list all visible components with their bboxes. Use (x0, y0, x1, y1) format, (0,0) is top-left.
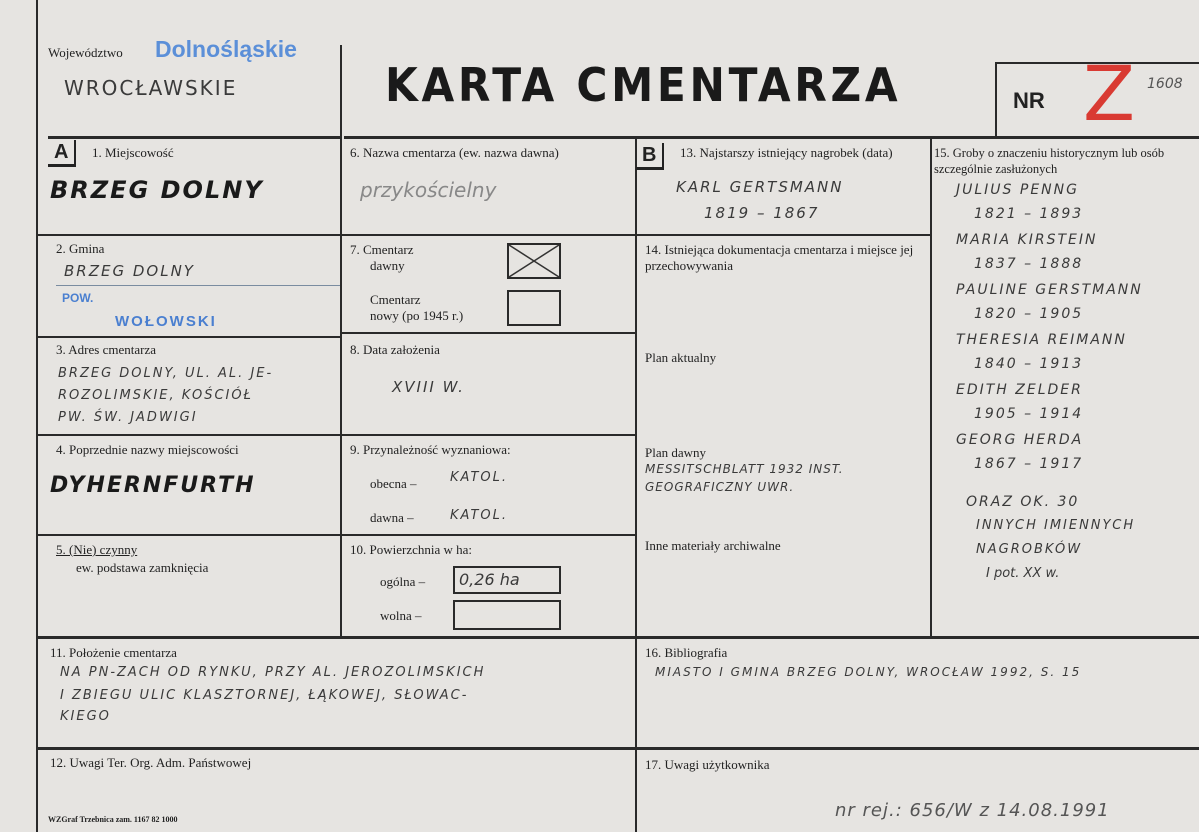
total-area-field[interactable] (453, 566, 561, 594)
field-label: 9. Przynależność wyznaniowa: (350, 442, 511, 457)
voivodeship-old: WROCŁAWSKIE (64, 76, 238, 100)
grave-name: EDITH ZELDER (956, 382, 1083, 398)
grave-name: THERESIA REIMANN (956, 332, 1127, 348)
voivodeship-label: Województwo (48, 45, 123, 60)
grave-dates: 1840 – 1913 (974, 356, 1084, 372)
field-label: 2. Gmina (56, 241, 105, 256)
graves-note: INNYCH IMIENNYCH (976, 518, 1136, 533)
field-label: 8. Data założenia (350, 342, 440, 357)
nr-box (995, 49, 1199, 138)
divider (930, 137, 932, 637)
old-plan-value: MESSITSCHBLATT 1932 INST. (645, 462, 844, 476)
field-label: 4. Poprzednie nazwy miejscowości (56, 442, 239, 457)
field-label: dawna – (370, 510, 414, 525)
left-border (36, 0, 38, 832)
check-x-icon (509, 245, 559, 277)
divider (36, 636, 1199, 639)
field-label: 12. Uwagi Ter. Org. Adm. Państwowej (50, 755, 252, 770)
address-line: PW. ŚW. JADWIGI (58, 410, 198, 425)
address-line: BRZEG DOLNY, UL. AL. JE- (58, 366, 274, 381)
grave-name: GEORG HERDA (956, 432, 1084, 448)
voivodeship-stamp: Dolnośląskie (155, 36, 297, 62)
former-denomination: KATOL. (450, 508, 509, 523)
field-label: 17. Uwagi użytkownika (645, 757, 770, 772)
nr-letter: Z (1083, 49, 1136, 138)
printer-imprint: WZGraf Trzebnica zam. 1167 82 1000 (48, 815, 178, 824)
field-label: ew. podstawa zamknięcia (76, 560, 209, 575)
grave-dates: 1837 – 1888 (974, 256, 1084, 272)
old-cemetery-checkbox[interactable] (507, 243, 561, 279)
graves-note: I pot. XX w. (986, 566, 1060, 581)
field-label: Inne materiały archiwalne (645, 538, 781, 553)
oldest-grave-name: KARL GERTSMANN (676, 178, 844, 196)
field-label: 15. Groby o znaczeniu historycznym lub osób szczególnie zasłużonych (934, 146, 1165, 176)
field-label: 16. Bibliografia (645, 645, 728, 660)
free-area-field[interactable] (453, 600, 561, 630)
oldest-grave-dates: 1819 – 1867 (704, 204, 820, 222)
commune-value: BRZEG DOLNY (64, 262, 195, 280)
location-line: KIEGO (60, 709, 111, 724)
field-label: wolna – (380, 608, 422, 623)
field-label: 10. Powierzchnia w ha: (350, 542, 473, 557)
field-label: 6. Nazwa cmentarza (ew. nazwa dawna) (350, 145, 559, 160)
registry-note: nr rej.: 656/W z 14.08.1991 (835, 800, 1110, 821)
grave-name: PAULINE GERSTMANN (956, 282, 1143, 298)
graves-note: ORAZ OK. 30 (966, 494, 1080, 510)
field-label: 5. (Nie) czynny (56, 542, 138, 557)
grave-dates: 1905 – 1914 (974, 406, 1084, 422)
current-denomination: KATOL. (450, 470, 509, 485)
location-line: I ZBIEGU ULIC KLASZTORNEJ, ŁĄKOWEJ, SŁOWAC- (60, 688, 469, 703)
county-value: WOŁOWSKI (115, 313, 217, 330)
locality-value: BRZEG DOLNY (50, 176, 264, 204)
address-line: ROZOLIMSKIE, KOŚCIÓŁ (58, 388, 253, 403)
field-label: Cmentarz (370, 292, 421, 307)
section-b: B (636, 143, 664, 170)
page-title: KARTA CMENTARZA (385, 58, 902, 112)
grave-name: JULIUS PENNG (956, 182, 1079, 198)
divider (635, 137, 637, 832)
field-label: 1. Miejscowość (92, 145, 174, 160)
cemetery-name-value: przykościelny (360, 178, 497, 202)
field-label: 3. Adres cmentarza (56, 342, 156, 357)
field-label: dawny (370, 258, 405, 273)
location-line: NA PN-ZACH OD RYNKU, PRZY AL. JEROZOLIMSKICH (60, 665, 486, 680)
nr-label: NR (1013, 88, 1045, 113)
founding-date-value: XVIII W. (392, 378, 465, 396)
total-area-value: 0,26 ha (459, 570, 520, 589)
divider (48, 136, 340, 139)
field-label: ogólna – (380, 574, 426, 589)
field-label: nowy (po 1945 r.) (370, 308, 464, 323)
old-plan-value: GEOGRAFICZNY UWR. (645, 480, 795, 494)
grave-dates: 1821 – 1893 (974, 206, 1084, 222)
divider (340, 45, 342, 637)
field-label: Plan dawny (645, 445, 707, 460)
bibliography-value: MIASTO I GMINA BRZEG DOLNY, WROCŁAW 1992, S. 15 (655, 665, 1082, 679)
county-label: POW. (62, 291, 94, 305)
grave-dates: 1820 – 1905 (974, 306, 1084, 322)
field-label: 13. Najstarszy istniejący nagrobek (data) (680, 145, 893, 160)
field-label: 14. Istniejąca dokumentacja cmentarza i miejsce jej przechowywania (645, 242, 914, 273)
field-label: 11. Położenie cmentarza (50, 645, 177, 660)
grave-name: MARIA KIRSTEIN (956, 232, 1098, 248)
field-label: Plan aktualny (645, 350, 717, 365)
former-names-value: DYHERNFURTH (50, 473, 256, 498)
divider (36, 747, 1199, 750)
field-label: 7. Cmentarz (350, 242, 414, 257)
graves-note: NAGROBKÓW (976, 542, 1083, 557)
new-cemetery-checkbox[interactable] (507, 290, 561, 326)
nr-number: 1608 (1147, 76, 1183, 92)
section-a: A (48, 140, 76, 167)
field-label: obecna – (370, 476, 417, 491)
grave-dates: 1867 – 1917 (974, 456, 1084, 472)
